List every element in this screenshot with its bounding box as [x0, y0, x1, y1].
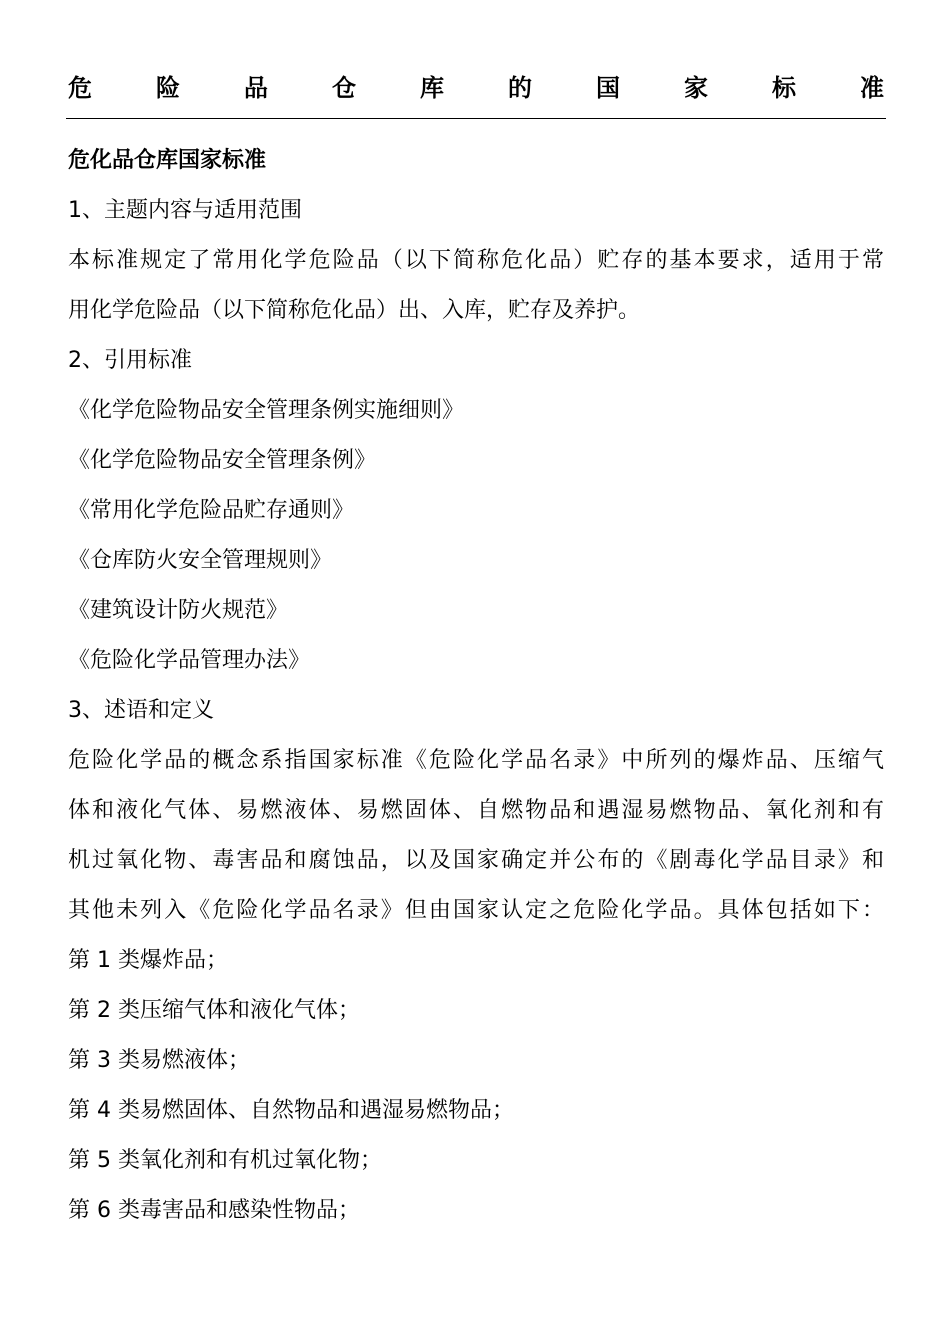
paragraph-line: 用化学危险品（以下简称危化品）出、入库，贮存及养护。: [68, 298, 641, 323]
paragraph-line: 危险化学品的概念系指国家标准《危险化学品名录》中所列的爆炸品、压缩气: [68, 748, 884, 773]
paragraph-line: 机过氧化物、毒害品和腐蚀品，以及国家确定并公布的《剧毒化学品目录》和: [68, 848, 884, 873]
title-char: 险: [156, 74, 180, 102]
title-divider: [66, 118, 886, 119]
section-title: 1、主题内容与适用范围: [68, 198, 302, 223]
reference-item: 《仓库防火安全管理规则》: [68, 548, 333, 573]
title-char: 准: [860, 74, 884, 102]
reference-item: 《化学危险物品安全管理条例实施细则》: [68, 398, 465, 423]
category-item: 第 2 类压缩气体和液化气体；: [68, 998, 360, 1023]
document-heading: 危化品仓库国家标准: [68, 148, 267, 173]
title-char: 品: [244, 74, 268, 102]
title-char: 危: [68, 74, 92, 102]
category-item: 第 1 类爆炸品；: [68, 948, 228, 973]
paragraph-line: 体和液化气体、易燃液体、易燃固体、自燃物品和遇湿易燃物品、氧化剂和有: [68, 798, 884, 823]
category-item: 第 6 类毒害品和感染性物品；: [68, 1198, 360, 1223]
document-body: [68, 136, 884, 1236]
reference-item: 《常用化学危险品贮存通则》: [68, 498, 355, 523]
title-char: 库: [420, 74, 444, 102]
title-char: 的: [508, 74, 532, 102]
title-char: 标: [772, 74, 796, 102]
category-item: 第 4 类易燃固体、自然物品和遇湿易燃物品；: [68, 1098, 514, 1123]
reference-item: 《建筑设计防火规范》: [68, 598, 289, 623]
reference-item: 《化学危险物品安全管理条例》: [68, 448, 377, 473]
paragraph-line: 其他未列入《危险化学品名录》但由国家认定之危险化学品。具体包括如下：: [68, 898, 884, 923]
document-title: [68, 70, 884, 106]
title-char: 家: [684, 74, 708, 102]
section-title: 3、述语和定义: [68, 698, 214, 723]
title-char: 仓: [332, 74, 356, 102]
section-title: 2、引用标准: [68, 348, 192, 373]
title-char: 国: [596, 74, 620, 102]
paragraph-line: 本标准规定了常用化学危险品（以下简称危化品）贮存的基本要求，适用于常: [68, 248, 884, 273]
category-item: 第 3 类易燃液体；: [68, 1048, 250, 1073]
reference-item: 《危险化学品管理办法》: [68, 648, 311, 673]
category-item: 第 5 类氧化剂和有机过氧化物；: [68, 1148, 382, 1173]
